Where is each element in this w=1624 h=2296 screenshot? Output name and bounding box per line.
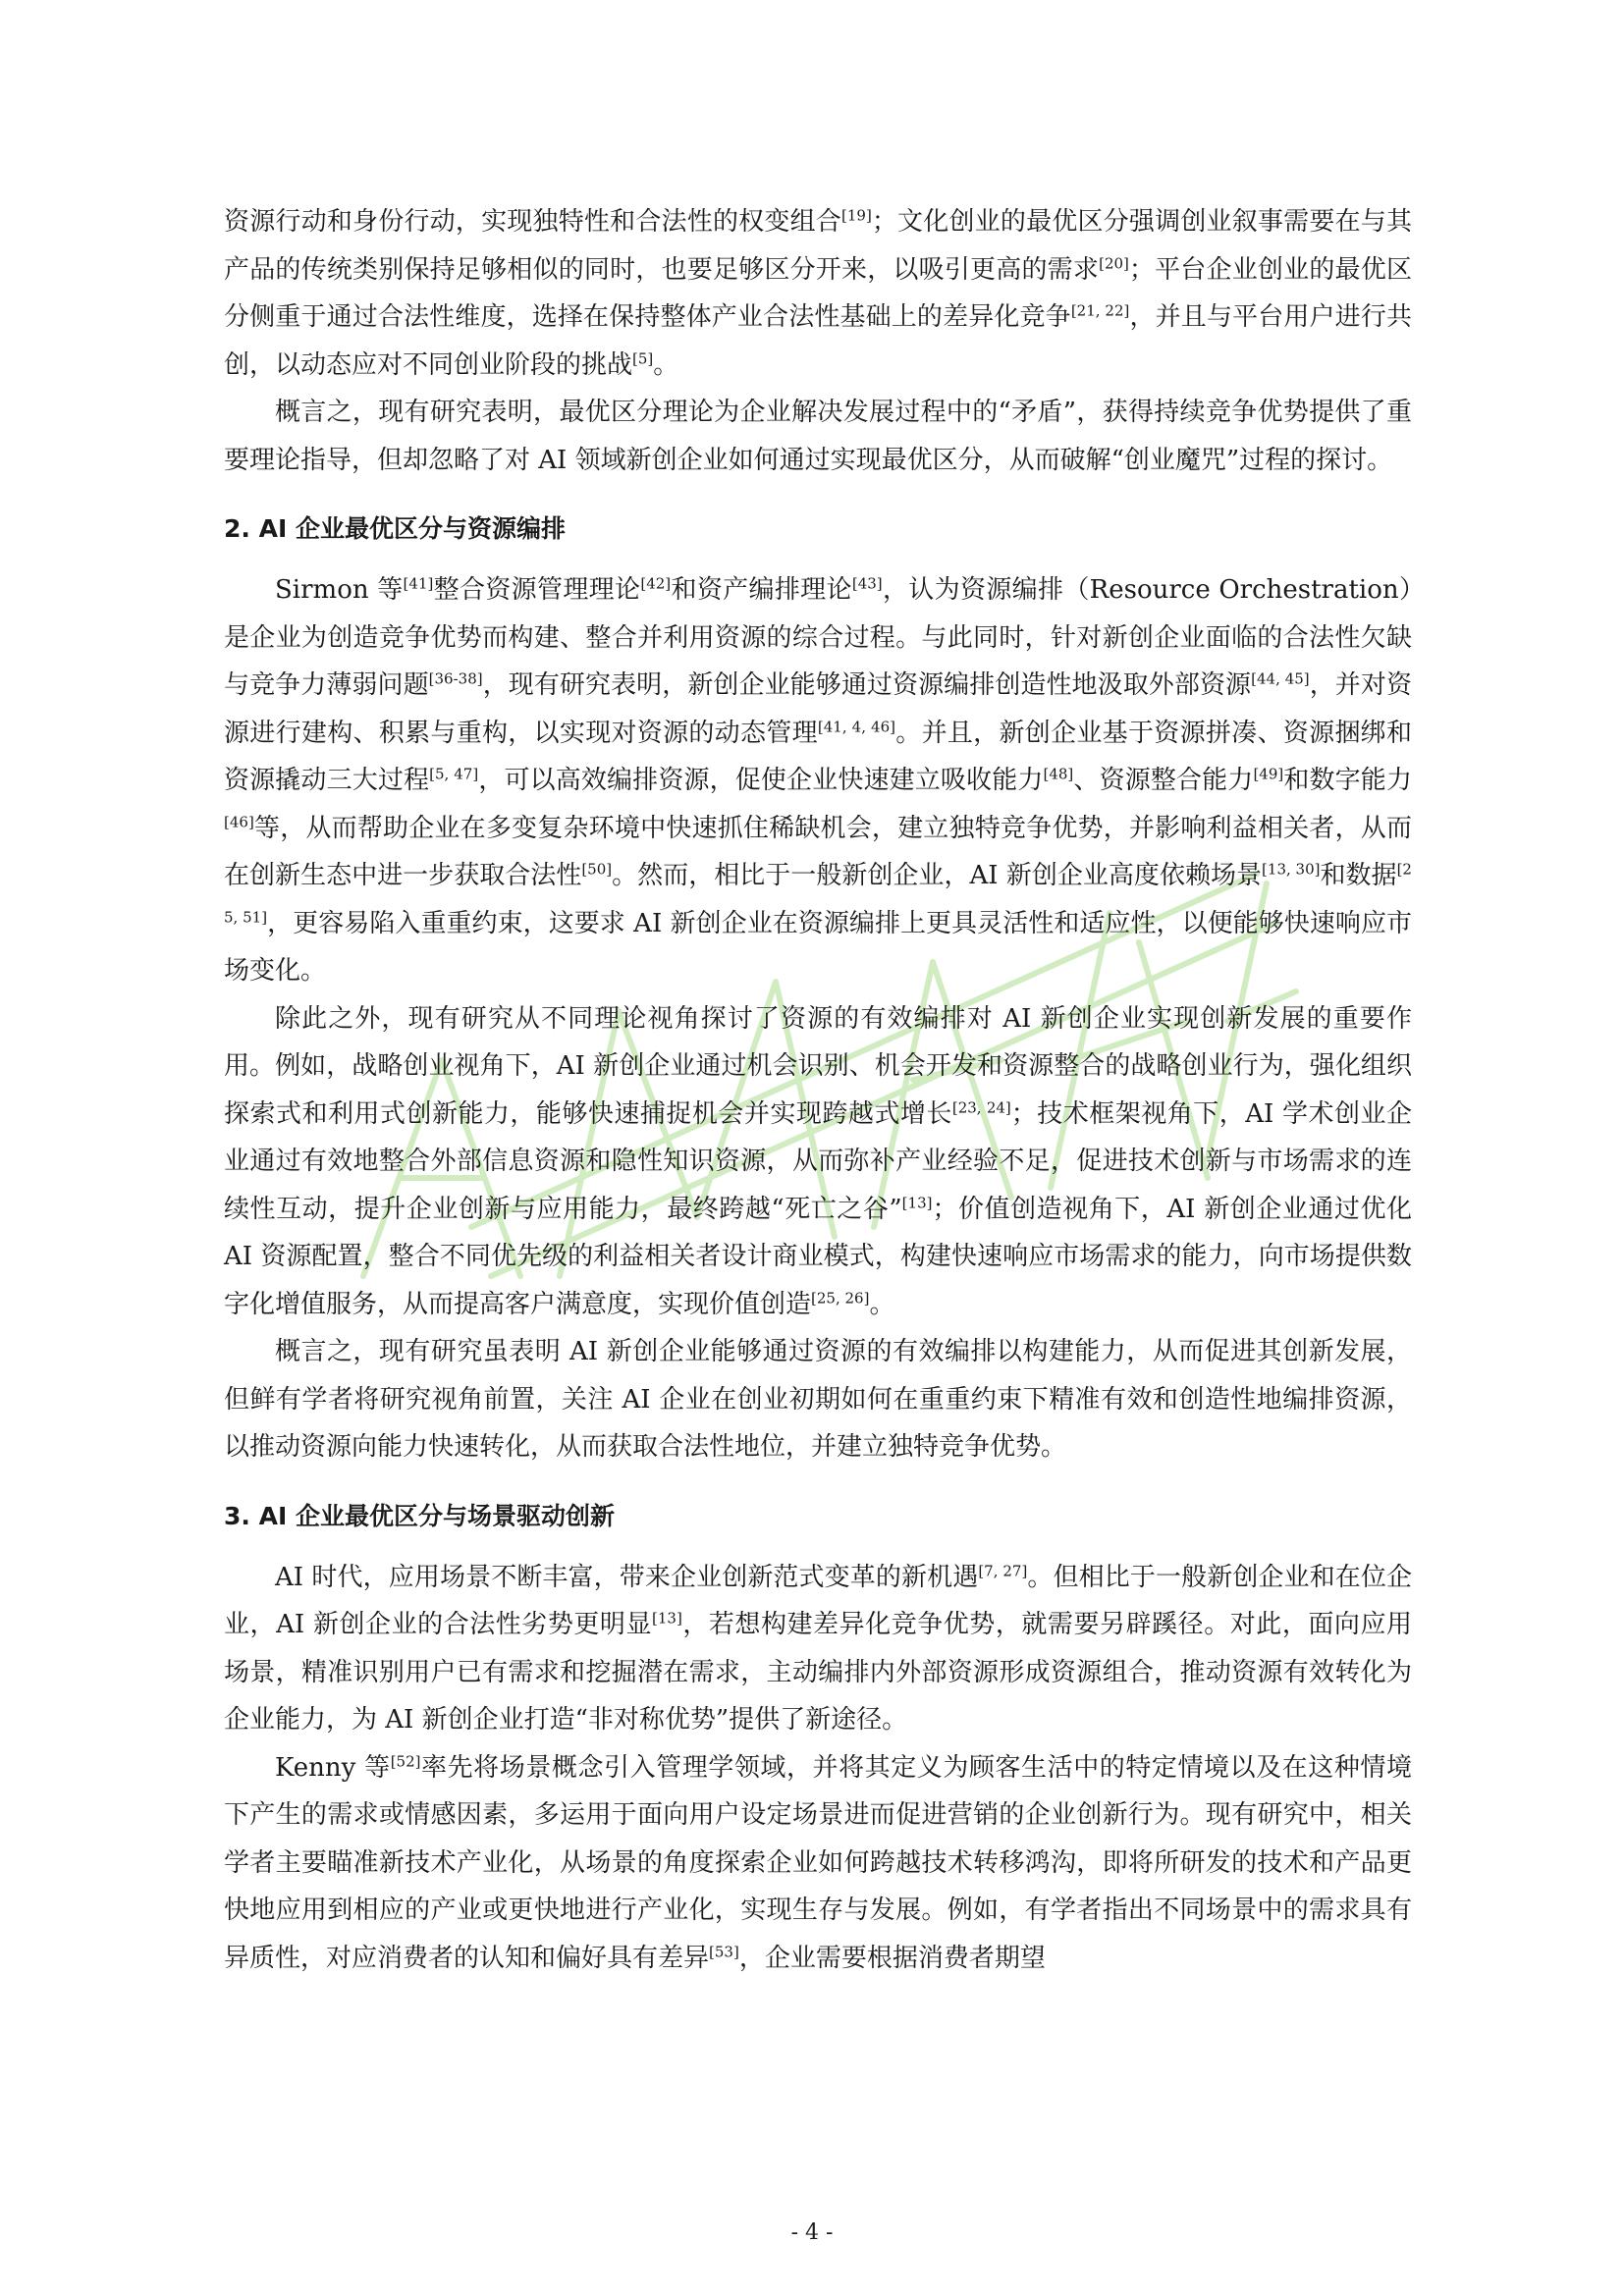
citation-superscript: [21, 22]	[1070, 301, 1130, 320]
citation-superscript: [7, 27]	[978, 1561, 1028, 1579]
text-run: 整合资源管理理论	[433, 575, 641, 605]
text-run: 和资产编排理论	[671, 575, 852, 605]
paragraph	[224, 566, 1412, 995]
text-run: 和数据	[1320, 861, 1397, 890]
section-heading: 3. AI 企业最优区分与场景驱动创新	[224, 1501, 615, 1530]
text-run: Kenny 等	[275, 1752, 391, 1783]
text-run: 等，从而帮助企业在多变复杂环境中快速抓住稀缺机会，建立独特竞争优势，并影响利益相关者，从而在创新生态中进一步获取合法性	[224, 813, 1412, 890]
paragraph	[224, 1554, 1412, 1744]
text-run: AI 时代，应用场景不断丰富，带来企业创新范式变革的新机遇	[275, 1562, 979, 1592]
paragraph	[224, 1744, 1412, 1983]
text-run: ，并对资源进行建构、积累与重构，以实现对资源的动态管理	[224, 670, 1412, 748]
text-run: 和数字能力	[1283, 766, 1412, 795]
paragraph	[224, 995, 1412, 1329]
citation-superscript: [41]	[403, 574, 434, 593]
citation-superscript: [25, 51]	[224, 860, 1412, 926]
citation-superscript: [5]	[632, 348, 654, 367]
text-run: 概言之，现有研究表明，最优区分理论为企业解决发展过程中的“矛盾”，获得持续竞争优势提供了重要理论指导，但却忽略了对 AI 领域新创企业如何通过实现最优区分，从而破解“创业魔咒”过程的探讨。	[224, 398, 1412, 475]
citation-superscript: [25, 26]	[811, 1288, 870, 1307]
paragraph	[224, 1328, 1412, 1471]
page-number: - 4 -	[790, 2220, 834, 2245]
page-content	[224, 198, 1412, 1982]
paragraph	[224, 198, 1412, 389]
citation-superscript: [20]	[1099, 253, 1129, 272]
text-run: 率先将场景概念引入管理学领域，并将其定义为顾客生活中的特定情境以及在这种情境下产生的需求或情感因素，多运用于面向用户设定场景进而促进营销的企业创新行为。现有研究中，相关学者主要瞄准新技术产业化，从场景的角度探索企业如何跨越技术转移鸿沟，即将所研发的技术和产品更快地应用到相应的产业或更快地进行产业化，实现生存与发展。例如，有学者指出不同场景中的需求具有异质性，对应消费者的认知和偏好具有差异	[224, 1752, 1412, 1973]
text-run: 。	[869, 1289, 895, 1319]
citation-superscript: [53]	[709, 1942, 739, 1960]
text-run: ，现有研究表明，新创企业能够通过资源编排创造性地汲取外部资源	[482, 670, 1252, 700]
citation-superscript: [23, 24]	[951, 1097, 1011, 1116]
citation-superscript: [13, 30]	[1262, 860, 1321, 879]
text-run: ；技术框架视角下，AI 学术创业企业通过有效地整合外部信息资源和隐性知识资源，从而弥补产业经验不足，促进技术创新与市场需求的连续性互动，提升企业创新与应用能力，最终跨越“死亡之谷”	[224, 1098, 1412, 1224]
citation-superscript: [43]	[851, 574, 883, 593]
text-run: ；平台企业创业的最优区分侧重于通过合法性维度，选择在保持整体产业合法性基础上的差异化竞争	[224, 254, 1412, 332]
text-run: 。但相比于一般新创企业和在位企业，AI 新创企业的合法性劣势更明显	[224, 1562, 1412, 1639]
text-run: ；价值创造视角下，AI 新创企业通过优化 AI 资源配置，整合不同优先级的利益相关者设计商业模式，构建快速响应市场需求的能力，向市场提供数字化增值服务，从而提高客户满意度，实现价值创造	[224, 1194, 1412, 1319]
text-run: 除此之外，现有研究从不同理论视角探讨了资源的有效编排对 AI 新创企业实现创新发展的重要作用。例如，战略创业视角下，AI 新创企业通过机会识别、机会开发和资源整合的战略创业行为，强化组织探索式和利用式创新能力，能够快速捕捉机会并实现跨越式增长	[224, 1003, 1412, 1129]
paragraph	[224, 389, 1412, 484]
text-run: 。	[653, 349, 679, 380]
text-run: 概言之，现有研究虽表明 AI 新创企业能够通过资源的有效编排以构建能力，从而促进其创新发展，但鲜有学者将研究视角前置，关注 AI 企业在创业初期如何在重重约束下精准有效和创造性地编排资源，以推动资源向能力快速转化，从而获取合法性地位，并建立独特竞争优势。	[224, 1337, 1412, 1462]
citation-superscript: [49]	[1253, 765, 1284, 783]
citation-superscript: [13]	[652, 1609, 682, 1628]
text-run: ，可以高效编排资源，促使企业快速建立吸收能力	[478, 766, 1044, 795]
citation-superscript: [46]	[224, 812, 254, 830]
text-run: 资源行动和身份行动，实现独特性和合法性的权变组合	[224, 207, 842, 237]
citation-superscript: [13]	[901, 1193, 933, 1211]
text-run: 。然而，相比于一般新创企业，AI 新创企业高度依赖场景	[612, 861, 1263, 890]
text-run: ，并且与平台用户进行共创，以动态应对不同创业阶段的挑战	[224, 302, 1412, 380]
citation-superscript: [48]	[1043, 765, 1074, 783]
citation-superscript: [36-38]	[428, 669, 483, 688]
citation-superscript: [50]	[581, 860, 613, 879]
citation-superscript: [42]	[640, 574, 672, 593]
citation-superscript: [41, 4, 46]	[817, 717, 895, 735]
citation-superscript: [19]	[841, 206, 872, 225]
text-run: ；文化创业的最优区分强调创业叙事需要在与其产品的传统类别保持足够相似的同时，也要足够区分开来，以吸引更高的需求	[224, 207, 1412, 285]
section-heading: 2. AI 企业最优区分与资源编排	[224, 514, 566, 543]
text-run: 、资源整合能力	[1073, 766, 1254, 795]
text-run: Sirmon 等	[275, 575, 404, 605]
citation-superscript: [5, 47]	[429, 765, 479, 783]
text-run: ，更容易陷入重重约束，这要求 AI 新创企业在资源编排上更具灵活性和适应性，以便能够快速响应市场变化。	[224, 908, 1412, 986]
text-run: ，认为资源编排（Resource Orchestration）是企业为创造竞争优势而构建、整合并利用资源的综合过程。与此同时，针对新创企业面临的合法性欠缺与竞争力薄弱问题	[224, 575, 1412, 700]
citation-superscript: [44, 45]	[1251, 669, 1310, 688]
text-run: 。并且，新创企业基于资源拼凑、资源捆绑和资源撬动三大过程	[224, 718, 1412, 795]
text-run: ，企业需要根据消费者期望	[738, 1943, 1046, 1973]
text-run: ，若想构建差异化竞争优势，就需要另辟蹊径。对此，面向应用场景，精准识别用户已有需求和挖掘潜在需求，主动编排内外部资源形成资源组合，推动资源有效转化为企业能力，为 AI 新创企业打造“非对称优势”提供了新途径。	[224, 1610, 1412, 1735]
citation-superscript: [52]	[390, 1751, 421, 1770]
